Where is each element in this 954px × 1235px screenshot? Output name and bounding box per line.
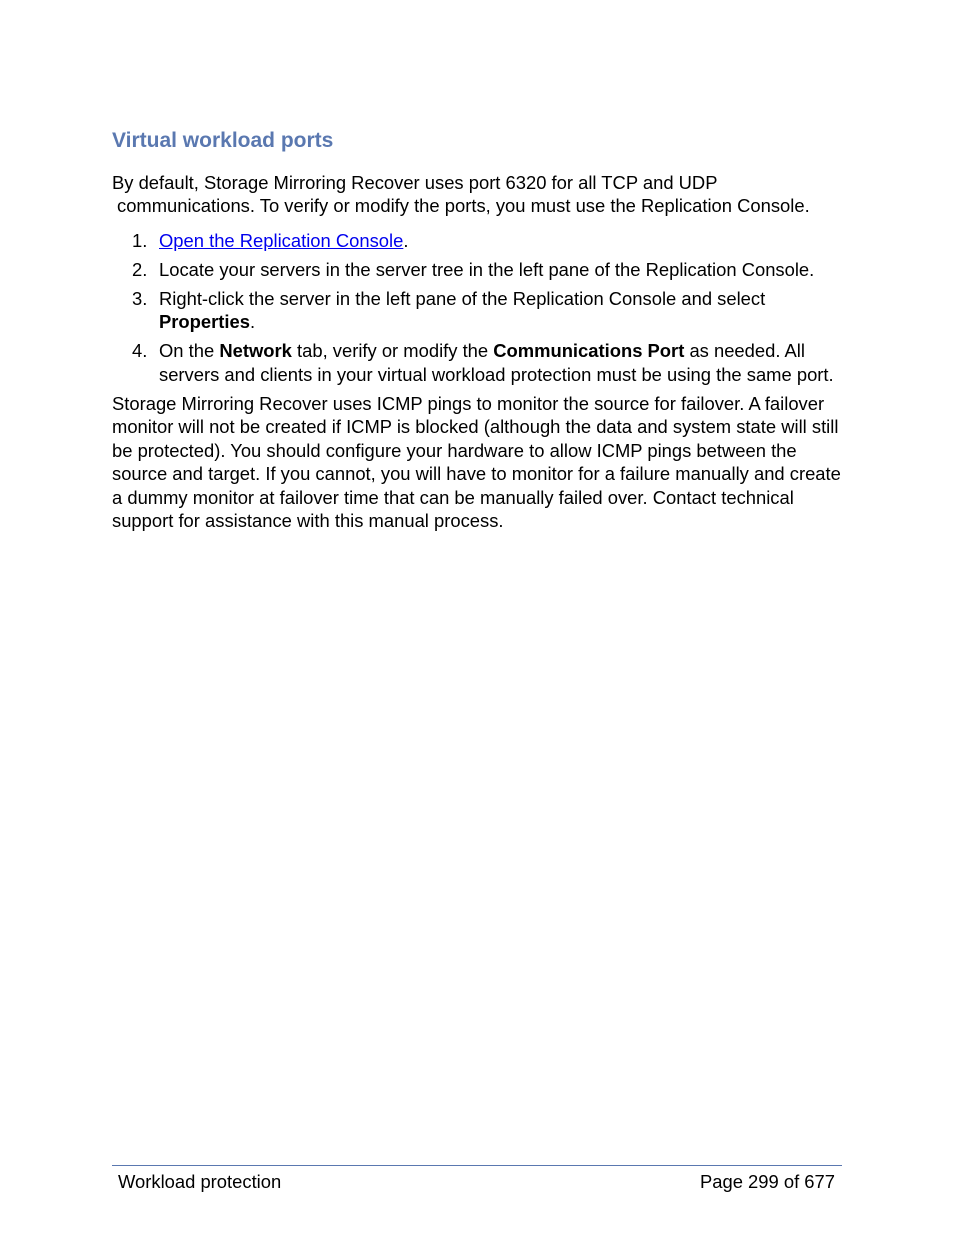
list-item	[112, 287, 847, 334]
step-number: 3.	[132, 288, 148, 309]
step-suffix: .	[403, 230, 409, 251]
step-number: 4.	[132, 340, 148, 362]
list-item	[112, 258, 847, 281]
page-title: Virtual workload ports	[112, 129, 334, 152]
intro-line-1: By default, Storage Mirroring Recover uses port 6320 for all TCP and UDP	[112, 172, 718, 193]
step-text: Right-click the server in the left pane of the Replication Console and select	[159, 288, 766, 309]
list-item	[112, 339, 847, 386]
step-text: .	[249, 311, 256, 333]
list-item	[112, 229, 847, 252]
step-number: 2.	[132, 259, 148, 280]
intro-paragraph	[112, 171, 847, 218]
steps-list	[112, 229, 847, 392]
intro-line-2: communications. To verify or modify the ports, you must use the Replication Console.	[117, 195, 810, 217]
network-tab-term: Network	[219, 340, 292, 362]
properties-term: Properties	[159, 311, 250, 333]
icmp-paragraph: Storage Mirroring Recover uses ICMP pings to monitor the source for failover. A failover monitor will not be created if ICMP is blocked (although the data and system state will still be protected). You should configure your hardware to allow ICMP pings between the source and target. If you cannot, you will have to monitor for a failure manually and create a dummy monitor at failover time that can be manually failed over. Contact technical support for assistance with this manual process.	[112, 393, 841, 532]
step-number: 1.	[132, 230, 148, 251]
step-text: tab, verify or modify the	[291, 340, 494, 362]
step-text: as needed. All servers and clients in your virtual workload protection must be using the same port.	[159, 340, 834, 385]
footer-divider	[112, 1165, 842, 1166]
communications-port-term: Communications Port	[493, 340, 685, 362]
footer-page-number: Page 299 of 677	[700, 1171, 835, 1192]
step-text: On the	[159, 340, 220, 362]
open-replication-console-link[interactable]: Open the Replication Console	[159, 230, 404, 251]
footer-section-title: Workload protection	[118, 1171, 282, 1192]
step-text: Locate your servers in the server tree in the left pane of the Replication Console.	[159, 259, 815, 280]
